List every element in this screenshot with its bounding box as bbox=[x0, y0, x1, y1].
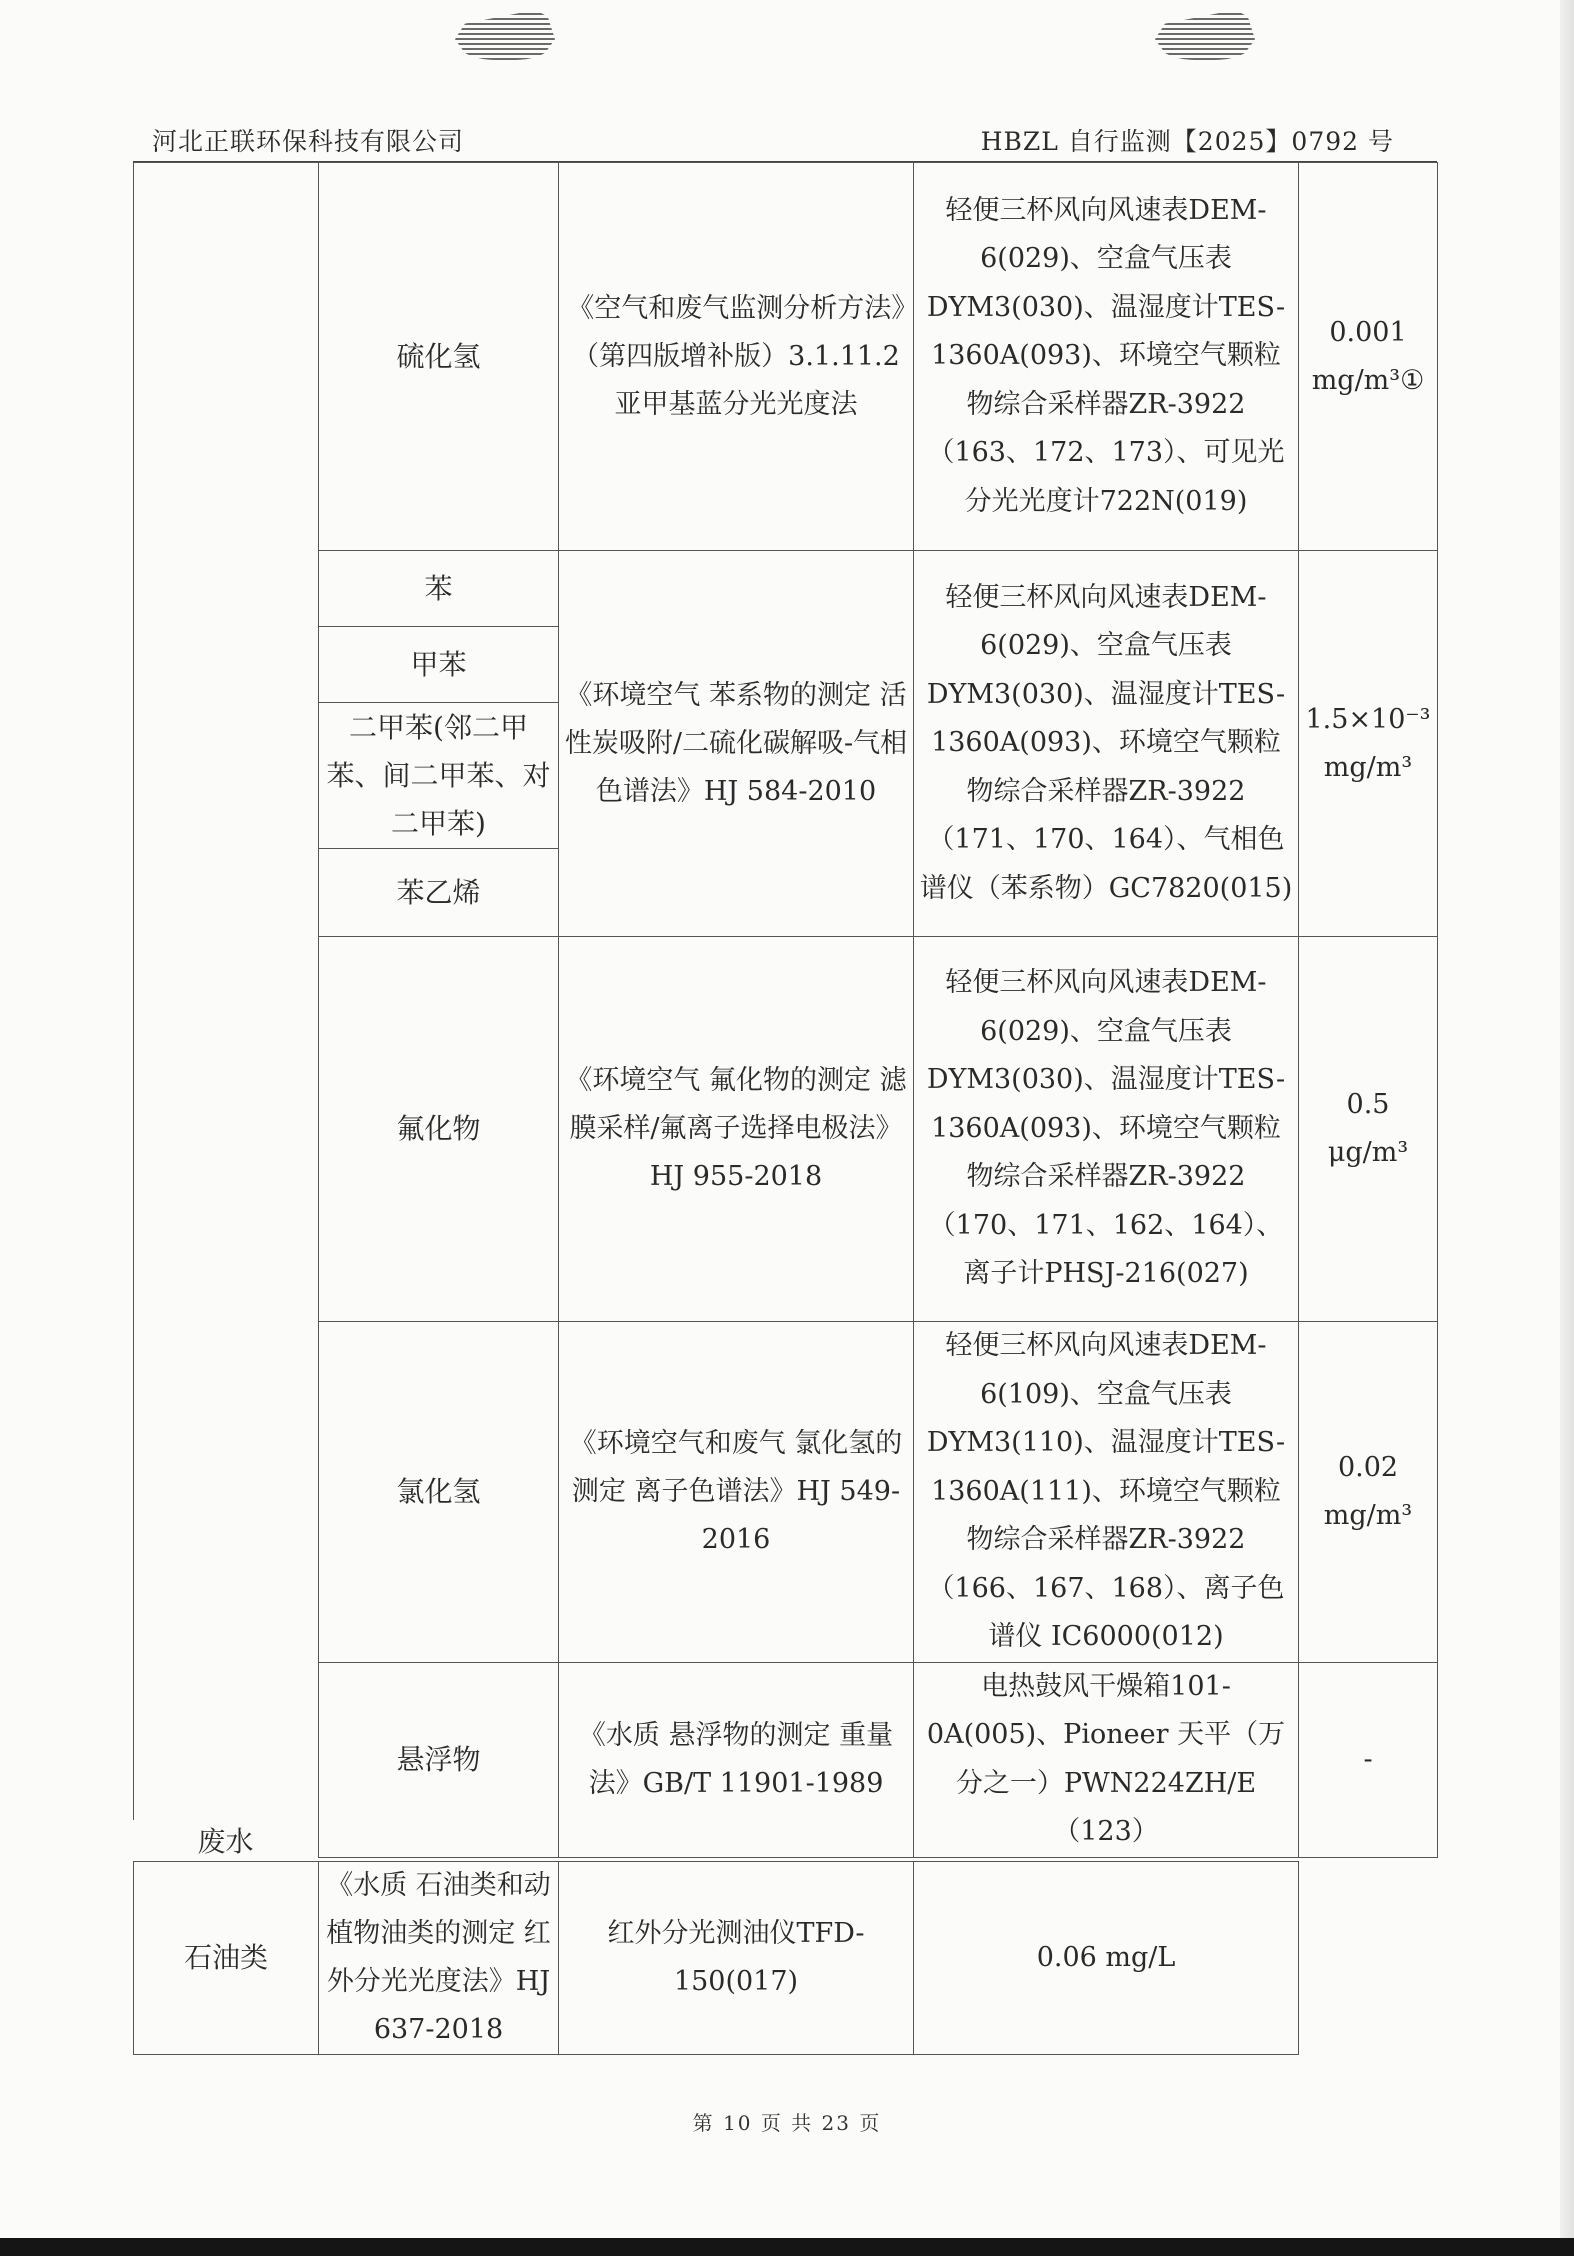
method-cell: 《水质 悬浮物的测定 重量法》GB/T 11901-1989 bbox=[559, 1662, 914, 1857]
method-cell: 《环境空气和废气 氯化氢的测定 离子色谱法》HJ 549-2016 bbox=[559, 1322, 914, 1663]
binding-hole-mark bbox=[455, 8, 555, 60]
item-name: 二甲苯(邻二甲苯、间二甲苯、对二甲苯) bbox=[319, 703, 559, 849]
page-number: 第 10 页 共 23 页 bbox=[692, 2111, 882, 2135]
item-name: 苯乙烯 bbox=[319, 849, 559, 937]
table-row bbox=[134, 1322, 1438, 1663]
item-name: 悬浮物 bbox=[319, 1662, 559, 1857]
company-name: 河北正联环保科技有限公司 bbox=[152, 127, 465, 156]
table-row bbox=[134, 551, 1438, 627]
detection-limit: 1.5×10⁻³ mg/m³ bbox=[1299, 551, 1438, 937]
method-cell: 《环境空气 苯系物的测定 活性炭吸附/二硫化碳解吸-气相色谱法》HJ 584-2010 bbox=[559, 551, 914, 937]
table-row bbox=[134, 1662, 1438, 1857]
detection-limit: 0.001 mg/m³① bbox=[1299, 163, 1438, 551]
item-name: 氟化物 bbox=[319, 937, 559, 1322]
item-name: 石油类 bbox=[134, 1862, 319, 2055]
equipment-cell: 轻便三杯风向风速表DEM-6(029)、空盒气压表DYM3(030)、温湿度计TES-1360A(093)、环境空气颗粒物综合采样器ZR-3922（163、172、173）、可见光分光光度计722N(019) bbox=[914, 163, 1299, 551]
monitoring-methods-table bbox=[133, 162, 1438, 1858]
item-name: 硫化氢 bbox=[319, 163, 559, 551]
binding-hole-mark bbox=[1155, 8, 1255, 60]
page-edge bbox=[0, 2238, 1574, 2256]
detection-limit: - bbox=[1299, 1662, 1438, 1857]
report-number: HBZL 自行监测【2025】0792 号 bbox=[980, 127, 1394, 156]
detection-limit: 0.02 mg/m³ bbox=[1299, 1322, 1438, 1663]
category-cell bbox=[134, 163, 319, 1858]
table-row bbox=[134, 163, 1438, 551]
method-cell: 《空气和废气监测分析方法》（第四版增补版）3.1.11.2 亚甲基蓝分光光度法 bbox=[559, 163, 914, 551]
equipment-cell: 轻便三杯风向风速表DEM-6(029)、空盒气压表DYM3(030)、温湿度计TES-1360A(093)、环境空气颗粒物综合采样器ZR-3922（171、170、164）、气相色谱仪（苯系物）GC7820(015) bbox=[914, 551, 1299, 937]
item-name: 甲苯 bbox=[319, 627, 559, 703]
detection-limit: 0.06 mg/L bbox=[914, 1862, 1299, 2055]
equipment-cell: 红外分光测油仪TFD-150(017) bbox=[559, 1862, 914, 2055]
equipment-cell: 轻便三杯风向风速表DEM-6(109)、空盒气压表DYM3(110)、温湿度计TES-1360A(111)、环境空气颗粒物综合采样器ZR-3922（166、167、168）、离子色谱仪 IC6000(012) bbox=[914, 1322, 1299, 1663]
wastewater-category-label: 废水 bbox=[133, 1820, 318, 1860]
item-name: 苯 bbox=[319, 551, 559, 627]
equipment-cell: 电热鼓风干燥箱101-0A(005)、Pioneer 天平（万分之一）PWN224ZH/E（123） bbox=[914, 1662, 1299, 1857]
wastewater-table bbox=[133, 1861, 1438, 2055]
method-cell: 《环境空气 氟化物的测定 滤膜采样/氟离子选择电极法》HJ 955-2018 bbox=[559, 937, 914, 1322]
table-row bbox=[134, 937, 1438, 1322]
page-edge bbox=[1560, 0, 1574, 2256]
table-row bbox=[134, 1862, 1438, 2055]
method-cell: 《水质 石油类和动植物油类的测定 红外分光光度法》HJ 637-2018 bbox=[319, 1862, 559, 2055]
item-name: 氯化氢 bbox=[319, 1322, 559, 1663]
detection-limit: 0.5 μg/m³ bbox=[1299, 937, 1438, 1322]
equipment-cell: 轻便三杯风向风速表DEM-6(029)、空盒气压表DYM3(030)、温湿度计TES-1360A(093)、环境空气颗粒物综合采样器ZR-3922（170、171、162、164）、离子计PHSJ-216(027) bbox=[914, 937, 1299, 1322]
